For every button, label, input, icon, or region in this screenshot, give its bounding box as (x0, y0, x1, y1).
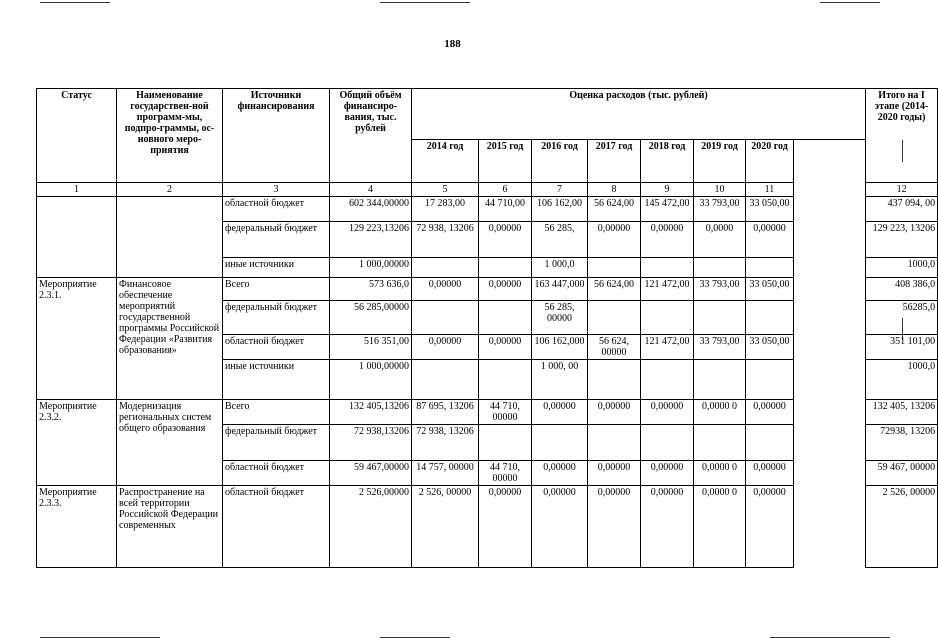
cell-total: 573 636,0 (330, 278, 412, 301)
column-number: 2 (117, 183, 223, 197)
header-year-2019: 2019 год (694, 140, 746, 183)
cell-stage-total: 132 405, 13206 (866, 400, 938, 425)
cell-year-2016: 163 447,000 (532, 278, 588, 301)
cell-year-2016: 106 162,000 (532, 335, 588, 360)
cell-year-2016: 1 000, 00 (532, 360, 588, 400)
cell-year-2017 (588, 425, 641, 461)
cell-year-2017 (588, 301, 641, 335)
cell-stage-total: 56285,0 (866, 301, 938, 335)
cell-year-2018: 0,00000 (641, 400, 694, 425)
row-name: Распространение на всей территории Российской Федерации современных (117, 486, 223, 568)
column-number-row (37, 183, 938, 197)
cell-source: областной бюджет (223, 335, 330, 360)
cell-stage-total: 408 386,0 (866, 278, 938, 301)
header-year-2014: 2014 год (412, 140, 479, 183)
cell-year-2014: 72 938, 13206 (412, 222, 479, 258)
cell-year-2017: 0,00000 (588, 400, 641, 425)
scan-edge-top-mid (380, 2, 470, 3)
cell-year-2020: 0,00000 (746, 400, 794, 425)
header-stage-total: Итого на I этапе (2014-2020 годы) (866, 89, 938, 183)
cell-blank (794, 486, 866, 568)
cell-total: 59 467,00000 (330, 461, 412, 486)
cell-year-2015: 0,00000 (479, 222, 532, 258)
cell-year-2019: 33 793,00 (694, 197, 746, 222)
cell-year-2020: 33 050,00 (746, 278, 794, 301)
row-name (117, 197, 223, 278)
cell-total: 516 351,00 (330, 335, 412, 360)
table-body (37, 197, 938, 568)
cell-blank (794, 400, 866, 425)
cell-year-2018: 121 472,00 (641, 278, 694, 301)
cell-blank (794, 425, 866, 461)
cell-source: федеральный бюджет (223, 425, 330, 461)
cell-source: федеральный бюджет (223, 222, 330, 258)
cell-blank (794, 461, 866, 486)
cell-year-2018 (641, 360, 694, 400)
cell-stage-total: 129 223, 13206 (866, 222, 938, 258)
cell-source: областной бюджет (223, 461, 330, 486)
cell-year-2017: 56 624,00 (588, 278, 641, 301)
cell-year-2020: 33 050,00 (746, 335, 794, 360)
cell-year-2018 (641, 258, 694, 278)
cell-year-2016: 56 285, 00000 (532, 301, 588, 335)
column-number: 10 (694, 183, 746, 197)
cell-year-2015: 0,00000 (479, 278, 532, 301)
cell-year-2015: 44 710, 00000 (479, 400, 532, 425)
cell-year-2017: 0,00000 (588, 222, 641, 258)
column-number: 5 (412, 183, 479, 197)
cell-stage-total: 437 094, 00 (866, 197, 938, 222)
cell-total: 2 526,00000 (330, 486, 412, 568)
column-number: 6 (479, 183, 532, 197)
row-status: Мероприятие 2.3.2. (37, 400, 117, 486)
column-number: 9 (641, 183, 694, 197)
cell-blank (794, 222, 866, 258)
cell-source: Всего (223, 278, 330, 301)
cell-year-2016: 1 000,0 (532, 258, 588, 278)
column-number: 11 (746, 183, 794, 197)
scan-edge-bottom-right (770, 637, 890, 638)
cell-year-2020: 0,00000 (746, 461, 794, 486)
cell-year-2018 (641, 425, 694, 461)
cell-blank (794, 258, 866, 278)
cell-year-2015 (479, 360, 532, 400)
header-estimate: Оценка расходов (тыс. рублей) (412, 89, 866, 140)
cell-year-2020 (746, 360, 794, 400)
cell-year-2017: 56 624,00 (588, 197, 641, 222)
cell-source: областной бюджет (223, 197, 330, 222)
cell-year-2019: 0,0000 0 (694, 486, 746, 568)
cell-stage-total: 1000,0 (866, 360, 938, 400)
cell-year-2020: 33 050,00 (746, 197, 794, 222)
cell-blank (794, 335, 866, 360)
cell-year-2014: 17 283,00 (412, 197, 479, 222)
column-number: 1 (37, 183, 117, 197)
cell-year-2018: 0,00000 (641, 486, 694, 568)
cell-year-2015 (479, 258, 532, 278)
column-number: 12 (866, 183, 938, 197)
cell-stage-total: 351 101,00 (866, 335, 938, 360)
cell-year-2018 (641, 301, 694, 335)
row-name: Финансовое обеспечение мероприятий государственной программы Российской Федерации «Развития образования» (117, 278, 223, 400)
row-status: Мероприятие 2.3.1. (37, 278, 117, 400)
cell-year-2020 (746, 258, 794, 278)
cell-year-2014: 0,00000 (412, 278, 479, 301)
cell-year-2016: 0,00000 (532, 486, 588, 568)
cell-year-2018: 121 472,00 (641, 335, 694, 360)
header-year-2017: 2017 год (588, 140, 641, 183)
cell-total: 129 223,13206 (330, 222, 412, 258)
cell-stage-total: 72938, 13206 (866, 425, 938, 461)
header-year-2015: 2015 год (479, 140, 532, 183)
cell-source: иные источники (223, 258, 330, 278)
cell-year-2019: 0,0000 0 (694, 461, 746, 486)
cell-total: 56 285,00000 (330, 301, 412, 335)
cell-year-2018: 145 472,00 (641, 197, 694, 222)
cell-source: областной бюджет (223, 486, 330, 568)
row-name: Модернизация региональных систем общего образования (117, 400, 223, 486)
cell-year-2016: 0,00000 (532, 400, 588, 425)
scan-edge-bottom-mid (380, 637, 450, 638)
budget-table (36, 88, 938, 568)
cell-year-2015: 0,00000 (479, 486, 532, 568)
row-status: Мероприятие 2.3.3. (37, 486, 117, 568)
header-year-2020: 2020 год (746, 140, 794, 183)
cell-year-2015 (479, 301, 532, 335)
header-status: Статус (37, 89, 117, 183)
cell-source: Всего (223, 400, 330, 425)
cell-year-2017 (588, 258, 641, 278)
column-number: 3 (223, 183, 330, 197)
table-row (37, 278, 938, 301)
cell-year-2019: 0,0000 0 (694, 400, 746, 425)
cell-year-2019 (694, 301, 746, 335)
cell-year-2015 (479, 425, 532, 461)
cell-year-2020 (746, 301, 794, 335)
row-status (37, 197, 117, 278)
cell-blank (794, 301, 866, 335)
cell-year-2014: 0,00000 (412, 335, 479, 360)
cell-year-2014: 87 695, 13206 (412, 400, 479, 425)
cell-year-2020: 0,00000 (746, 222, 794, 258)
cell-year-2014: 2 526, 00000 (412, 486, 479, 568)
table-row (37, 400, 938, 425)
cell-year-2019 (694, 425, 746, 461)
cell-year-2016: 106 162,00 (532, 197, 588, 222)
header-name: Наименование государствен-ной программ-мы, подпро-граммы, ос-новного меро-приятия (117, 89, 223, 183)
header-year-2018: 2018 год (641, 140, 694, 183)
header-sources: Источники финансирования (223, 89, 330, 183)
cell-year-2014: 14 757, 00000 (412, 461, 479, 486)
cell-year-2018: 0,00000 (641, 222, 694, 258)
cell-year-2019 (694, 258, 746, 278)
cell-blank (794, 278, 866, 301)
cell-blank (794, 197, 866, 222)
column-number: 8 (588, 183, 641, 197)
cell-stage-total: 2 526, 00000 (866, 486, 938, 568)
cell-year-2017 (588, 360, 641, 400)
cell-year-2017: 0,00000 (588, 486, 641, 568)
cell-total: 1 000,00000 (330, 258, 412, 278)
cell-stage-total: 1000,0 (866, 258, 938, 278)
cell-year-2014 (412, 301, 479, 335)
cell-source: федеральный бюджет (223, 301, 330, 335)
cell-year-2014 (412, 258, 479, 278)
cell-year-2016: 0,00000 (532, 461, 588, 486)
cell-total: 1 000,00000 (330, 360, 412, 400)
cell-blank (794, 360, 866, 400)
table-row (37, 486, 938, 568)
cell-total: 132 405,13206 (330, 400, 412, 425)
cell-year-2016 (532, 425, 588, 461)
column-number: 7 (532, 183, 588, 197)
cell-year-2019: 33 793,00 (694, 278, 746, 301)
cell-stage-total: 59 467, 00000 (866, 461, 938, 486)
scan-edge-top-left (40, 2, 110, 3)
header-year-2016: 2016 год (532, 140, 588, 183)
cell-year-2020 (746, 425, 794, 461)
cell-year-2017: 56 624, 00000 (588, 335, 641, 360)
cell-year-2017: 0,00000 (588, 461, 641, 486)
cell-year-2019: 33 793,00 (694, 335, 746, 360)
cell-year-2015: 0,00000 (479, 335, 532, 360)
cell-year-2014 (412, 360, 479, 400)
cell-year-2015: 44 710, 00000 (479, 461, 532, 486)
cell-year-2015: 44 710,00 (479, 197, 532, 222)
cell-year-2019: 0,0000 (694, 222, 746, 258)
cell-year-2018: 0,00000 (641, 461, 694, 486)
header-blank (794, 140, 866, 183)
table-row (37, 197, 938, 222)
cell-total: 72 938,13206 (330, 425, 412, 461)
header-total: Общий объём финансиро-вания, тыс. рублей (330, 89, 412, 183)
cell-total: 602 344,00000 (330, 197, 412, 222)
cell-year-2019 (694, 360, 746, 400)
page-number: 188 (444, 38, 461, 50)
cell-source: иные источники (223, 360, 330, 400)
scan-edge-bottom-left (40, 637, 160, 638)
column-number-blank (794, 183, 866, 197)
cell-year-2016: 56 285, (532, 222, 588, 258)
scan-edge-top-right (820, 2, 880, 3)
cell-year-2020: 0,00000 (746, 486, 794, 568)
cell-year-2014: 72 938, 13206 (412, 425, 479, 461)
column-number: 4 (330, 183, 412, 197)
